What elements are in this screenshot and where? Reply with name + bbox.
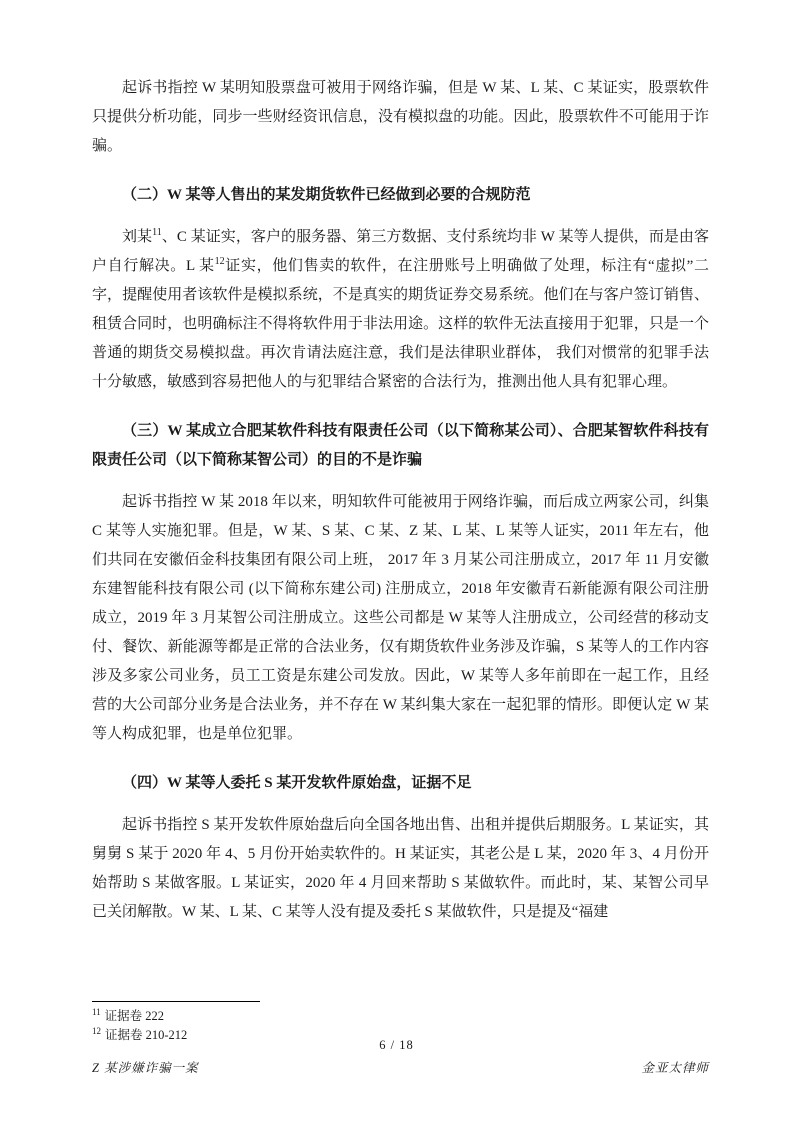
page-number: 6 / 18 xyxy=(379,1038,414,1052)
body-paragraph-1: 起诉书指控 W 某明知股票盘可被用于网络诈骗，但是 W 某、L 某、C 某证实，股票软件只提供分析功能，同步一些财经资讯信息，没有模拟盘的功能。因此，股票软件不可能用于诈骗。 xyxy=(92,80,709,154)
footnote-ref-12: 12 xyxy=(214,256,225,267)
paragraph-2-text-2: 、C 某证实，客户的服务器、第三方数据、支付系统均非 W 某等人提供，而是由客户自行解决。L 某 xyxy=(92,229,709,274)
document-body xyxy=(92,74,709,927)
paragraph-2-text-3: 证实，他们售卖的软件，在注册账号上明确做了处理，标注有“虚拟”二字，提醒使用者该软件是模拟系统，不是真实的期货证券交易系统。他们在与客户签订销售、租赁合同时，也明确标注不得将软件用于非法用途。这样的软件无法直接用于犯罪，只是一个普通的期货交易模拟盘。再次肯请法庭注意，我们是法律职业群体， 我们对惯常的犯罪手法十分敏感，敏感到容易把他人的与犯罪结合紧密的合法行为，推测出他人具有犯罪心理。 xyxy=(92,258,709,390)
page-footer xyxy=(92,1058,709,1076)
footnote-11-text: 证据卷 222 xyxy=(104,1009,165,1023)
footer-firm-name: 金亚太律师 xyxy=(641,1061,709,1075)
section-heading-3: （三）W 某成立合肥某软件科技有限责任公司（以下简称某公司）、合肥某智软件科技有限责任公司（以下简称某智公司）的目的不是诈骗 xyxy=(92,423,709,468)
body-paragraph-3: 起诉书指控 W 某 2018 年以来，明知软件可能被用于网络诈骗，而后成立两家公司，纠集 C 某等人实施犯罪。但是，W 某、S 某、C 某、Z 某、L 某、L 某等人证实，2011 年左右，他们共同在安徽佰金科技集团有限公司上班， 2017 年 3 月某公司注册成立，2017 年 11 月安徽东建智能科技有限公司 (以下简称东建公司) 注册成立，2018 年安徽青石新能源有限公司注册成立，2019 年 3 月某智公司注册成立。这些公司都是 W 某等人注册成立，公司经营的移动支付、餐饮、新能源等都是正常的合法业务，仅有期货软件业务涉及诈骗，S 某等人的工作内容涉及多家公司业务，员工工资是东建公司发放。因此，W 某等人多年前即在一起工作，且经营的大公司部分业务是合法业务，并不存在 W 某纠集大家在一起犯罪的情形。即便认定 W 某等人构成犯罪，也是单位犯罪。 xyxy=(92,494,709,742)
footnote-12-text: 证据卷 210-212 xyxy=(105,1028,188,1042)
footer-case-title: Z 某涉嫌诈骗一案 xyxy=(92,1061,199,1075)
footnote-12-marker: 12 xyxy=(92,1025,101,1036)
footnote-divider xyxy=(92,1001,260,1002)
section-heading-4: （四）W 某等人委托 S 某开发软件原始盘，证据不足 xyxy=(122,775,472,791)
section-heading-2: （二）W 某等人售出的某发期货软件已经做到必要的合规防范 xyxy=(122,187,531,203)
paragraph-2-text-1: 刘某 xyxy=(122,229,153,245)
footnote-11-marker: 11 xyxy=(92,1006,101,1017)
footnote-11 xyxy=(92,1007,709,1026)
body-paragraph-2 xyxy=(92,223,709,397)
body-paragraph-4: 起诉书指控 S 某开发软件原始盘后向全国各地出售、出租并提供后期服务。L 某证实，其舅舅 S 某于 2020 年 4、5 月份开始卖软件的。H 某证实，其老公是 L 某，2020 年 3、4 月份开始帮助 S 某做客服。L 某证实，2020 年 4 月回来帮助 S 某做软件。而此时，某、某智公司早已关闭解散。W 某、L 某、C 某等人没有提及委托 S 某做软件，只是提及“福建 xyxy=(92,817,709,920)
footnote-ref-11: 11 xyxy=(152,227,162,238)
